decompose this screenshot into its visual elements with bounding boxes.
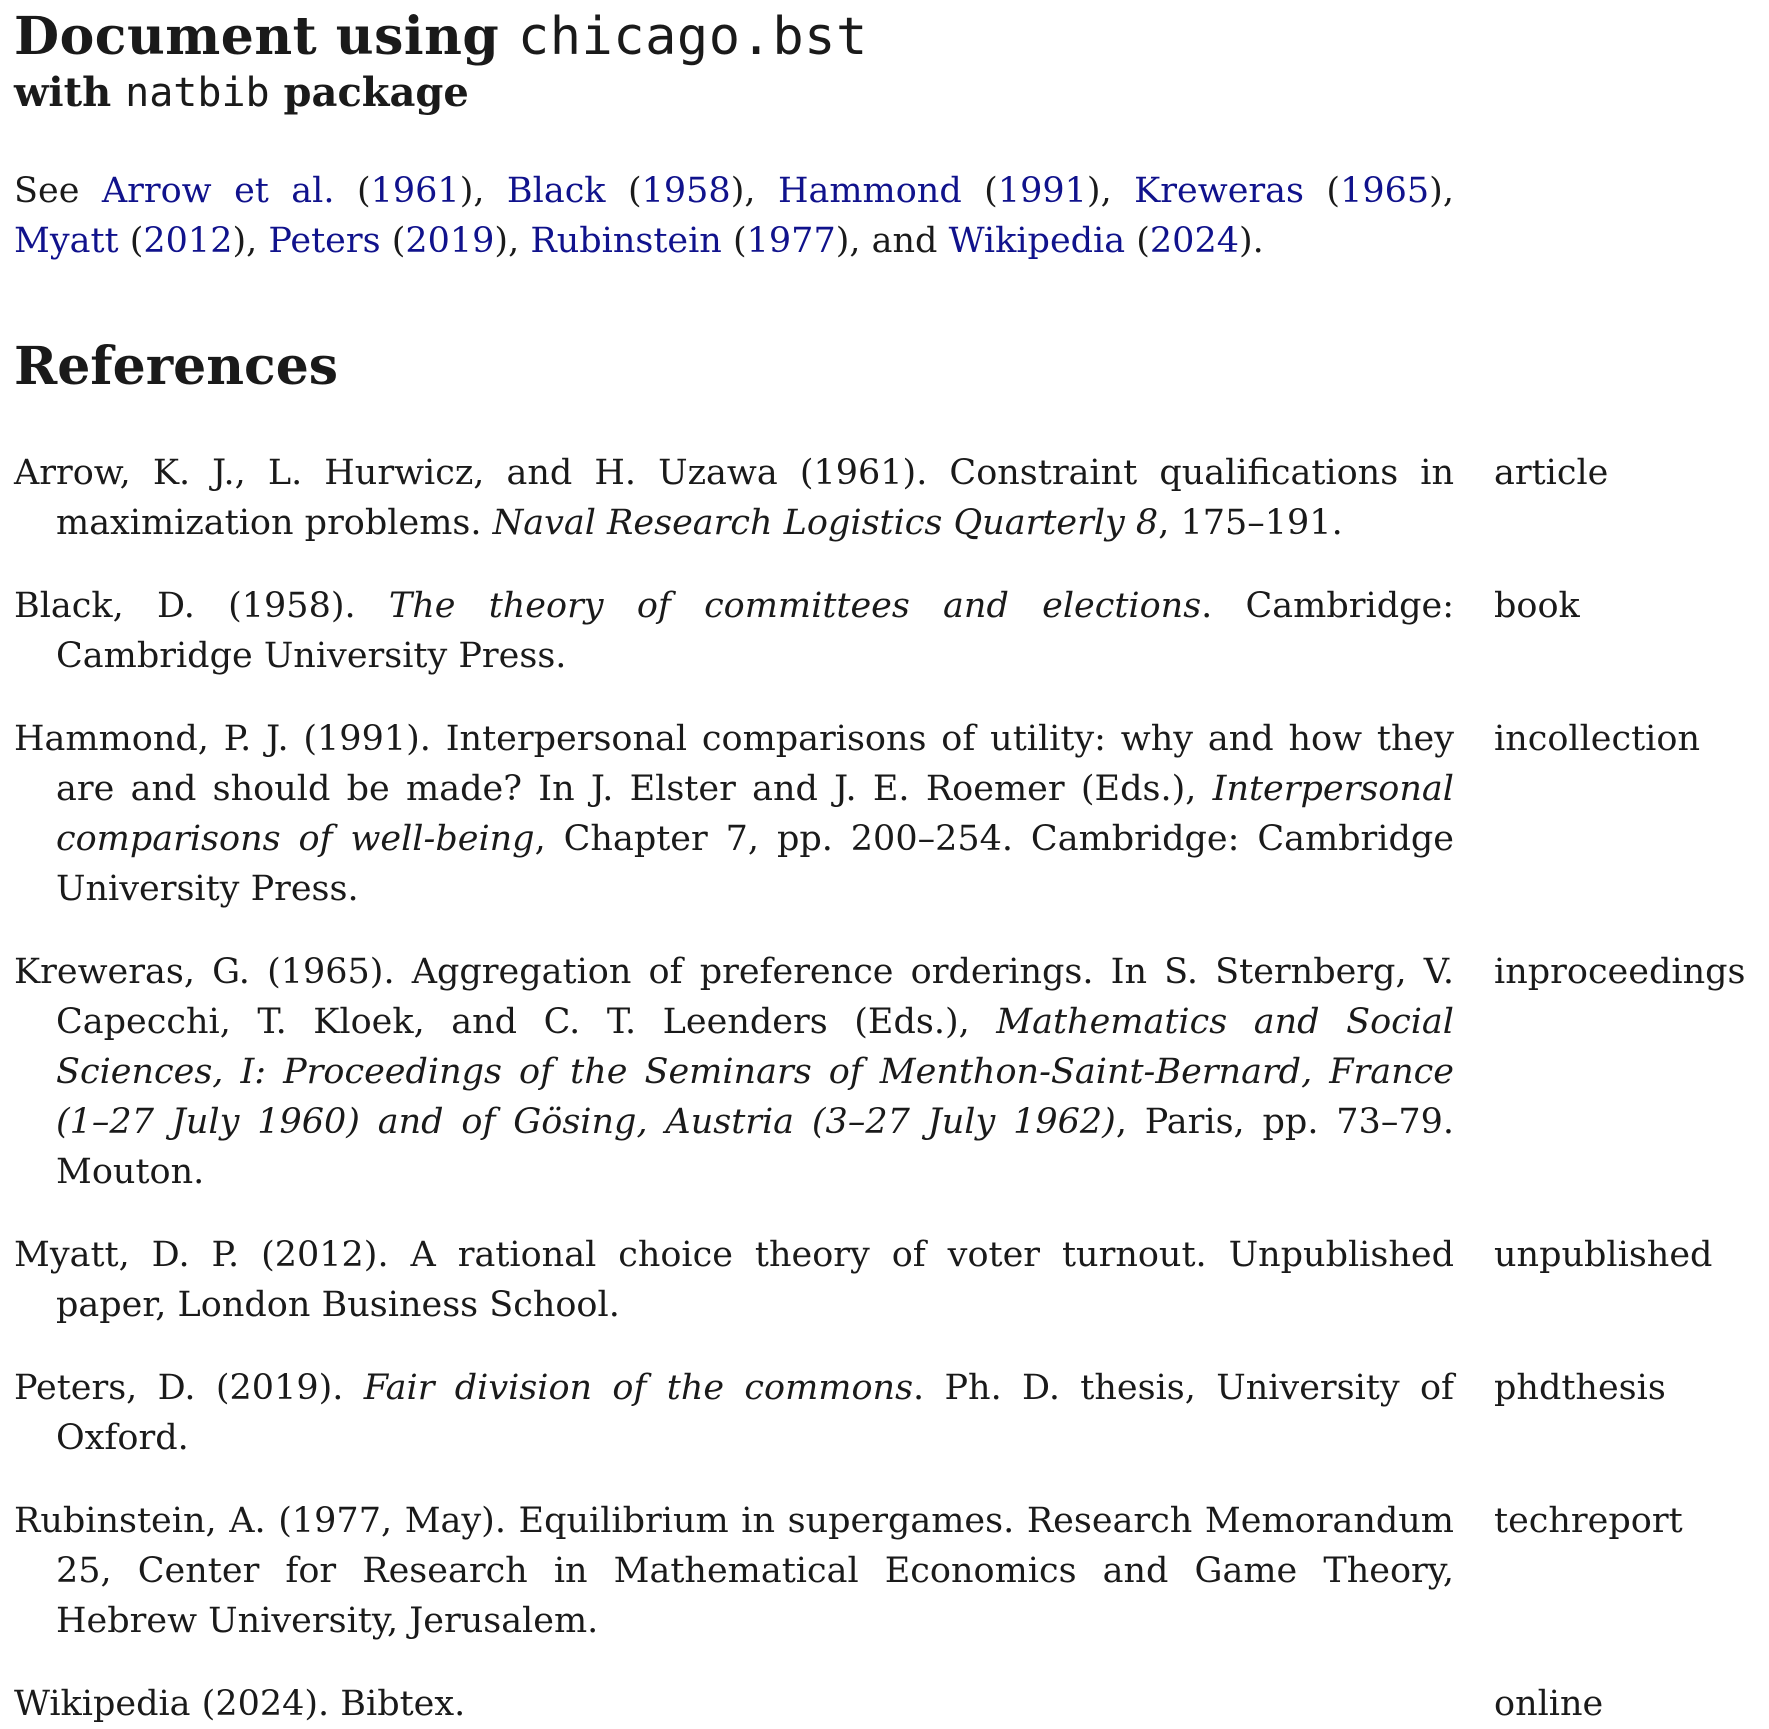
reference-segment: , Chapter 7, pp. 200–254. Cambridge: Cambridge University Press. — [56, 819, 1455, 909]
reference-entry — [14, 1230, 1759, 1330]
citation-year-link[interactable]: 2012 — [143, 221, 233, 261]
reference-text — [14, 448, 1454, 548]
citation-link-hammond[interactable]: Hammond — [777, 171, 962, 211]
citation-year-link[interactable]: 1958 — [641, 171, 731, 211]
citation-year-link[interactable]: 1965 — [1340, 171, 1430, 211]
intro-paragraph: See Arrow et al. (1961), Black (1958), Hammond (1991), Kreweras (1965), Myatt (2012), Peters (2019), Rubinstein (1977), and Wikipedia (2024). — [14, 171, 1454, 261]
reference-italic-segment: The theory of committees and elections — [388, 586, 1202, 626]
reference-type-label: incollection — [1494, 719, 1700, 759]
reference-entry — [14, 448, 1759, 548]
subtitle-code: natbib — [125, 70, 270, 116]
title-prefix: Document using — [14, 6, 518, 67]
subtitle-suffix: package — [269, 69, 469, 116]
citation-year-link[interactable]: 1991 — [997, 171, 1087, 211]
reference-entry — [14, 947, 1759, 1197]
reference-text — [14, 1496, 1454, 1646]
citation-link-rubinstein[interactable]: Rubinstein — [530, 221, 722, 261]
reference-segment: . Cambridge: Cambridge University Press. — [56, 586, 1455, 676]
citation-link-arrow-et-al[interactable]: Arrow et al. — [101, 171, 335, 211]
reference-segment: Peters, D. (2019). — [14, 1368, 364, 1408]
reference-segment: Hammond, P. J. (1991). Interpersonal comparisons of utility: why and how they are and should be made? In J. Elster and J. E. Roemer (Eds.), — [14, 719, 1454, 809]
reference-entry — [14, 714, 1759, 914]
reference-entry — [14, 581, 1759, 681]
intro-lead: See — [14, 171, 102, 211]
reference-text — [14, 581, 1454, 681]
reference-segment: . Ph. D. thesis, University of Oxford. — [56, 1368, 1454, 1458]
citation-link-wikipedia[interactable]: Wikipedia — [948, 221, 1126, 261]
reference-type-label: online — [1494, 1684, 1604, 1724]
reference-type-label: phdthesis — [1494, 1368, 1666, 1408]
citation-link-myatt[interactable]: Myatt — [14, 221, 119, 261]
citation-link-kreweras[interactable]: Kreweras — [1134, 171, 1304, 211]
citation-year-link[interactable]: 1977 — [746, 221, 836, 261]
citation-year-link[interactable]: 2019 — [405, 221, 495, 261]
reference-text — [14, 1230, 1454, 1330]
reference-entry — [14, 1363, 1759, 1463]
reference-text — [14, 1363, 1454, 1463]
reference-text — [14, 1679, 1454, 1729]
subtitle-prefix: with — [14, 69, 126, 116]
reference-type-label: techreport — [1494, 1501, 1683, 1541]
reference-italic-segment: Fair division of the commons — [363, 1368, 914, 1408]
citation-year-link[interactable]: 1961 — [370, 171, 460, 211]
reference-segment: Myatt, D. P. (2012). A rational choice theory of voter turnout. Unpublished paper, London Business School. — [14, 1235, 1454, 1325]
reference-text — [14, 714, 1454, 914]
citation-year-link[interactable]: 2024 — [1149, 221, 1239, 261]
document-subtitle — [14, 68, 1759, 118]
reference-segment: Rubinstein, A. (1977, May). Equilibrium in supergames. Research Memorandum 25, Center for Research in Mathematical Economics and Game Theory, Hebrew University, Jerusalem. — [14, 1501, 1454, 1641]
reference-segment: , Paris, pp. 73–79. Mouton. — [56, 1102, 1454, 1192]
reference-type-label: unpublished — [1494, 1235, 1713, 1275]
title-code: chicago.bst — [517, 7, 868, 67]
reference-segment: Black, D. (1958). — [14, 586, 389, 626]
reference-italic-segment: Mathematics and Social Sciences, I: Proceedings of the Seminars of Menthon-Saint-Bernard, France (1–27 July 1960) and of Gösing, Austria (3–27 July 1962) — [56, 1002, 1454, 1142]
reference-text — [14, 947, 1454, 1197]
reference-segment: Kreweras, G. (1965). Aggregation of preference orderings. In S. Sternberg, V. Capecchi, T. Kloek, and C. T. Leenders (Eds.), — [14, 952, 1454, 1042]
citation-link-peters[interactable]: Peters — [268, 221, 381, 261]
reference-segment: , 175–191. — [1158, 503, 1343, 543]
reference-italic-segment: Interpersonal comparisons of well-being — [56, 769, 1454, 859]
citation-link-black[interactable]: Black — [506, 171, 606, 211]
document-page — [14, 0, 1759, 1724]
reference-entry — [14, 1496, 1759, 1646]
reference-list — [14, 448, 1759, 1729]
reference-type-label: book — [1494, 586, 1580, 626]
reference-type-label: inproceedings — [1494, 952, 1746, 992]
references-heading: References — [14, 336, 339, 397]
document-title — [14, 0, 1759, 68]
reference-entry — [14, 1679, 1759, 1729]
reference-type-label: article — [1494, 453, 1609, 493]
reference-italic-segment: Naval Research Logistics Quarterly 8 — [492, 503, 1159, 543]
reference-segment: Arrow, K. J., L. Hurwicz, and H. Uzawa (1961). Constraint qualifications in maximization problems. — [14, 453, 1454, 543]
reference-segment: Wikipedia (2024). Bibtex. — [14, 1684, 466, 1724]
